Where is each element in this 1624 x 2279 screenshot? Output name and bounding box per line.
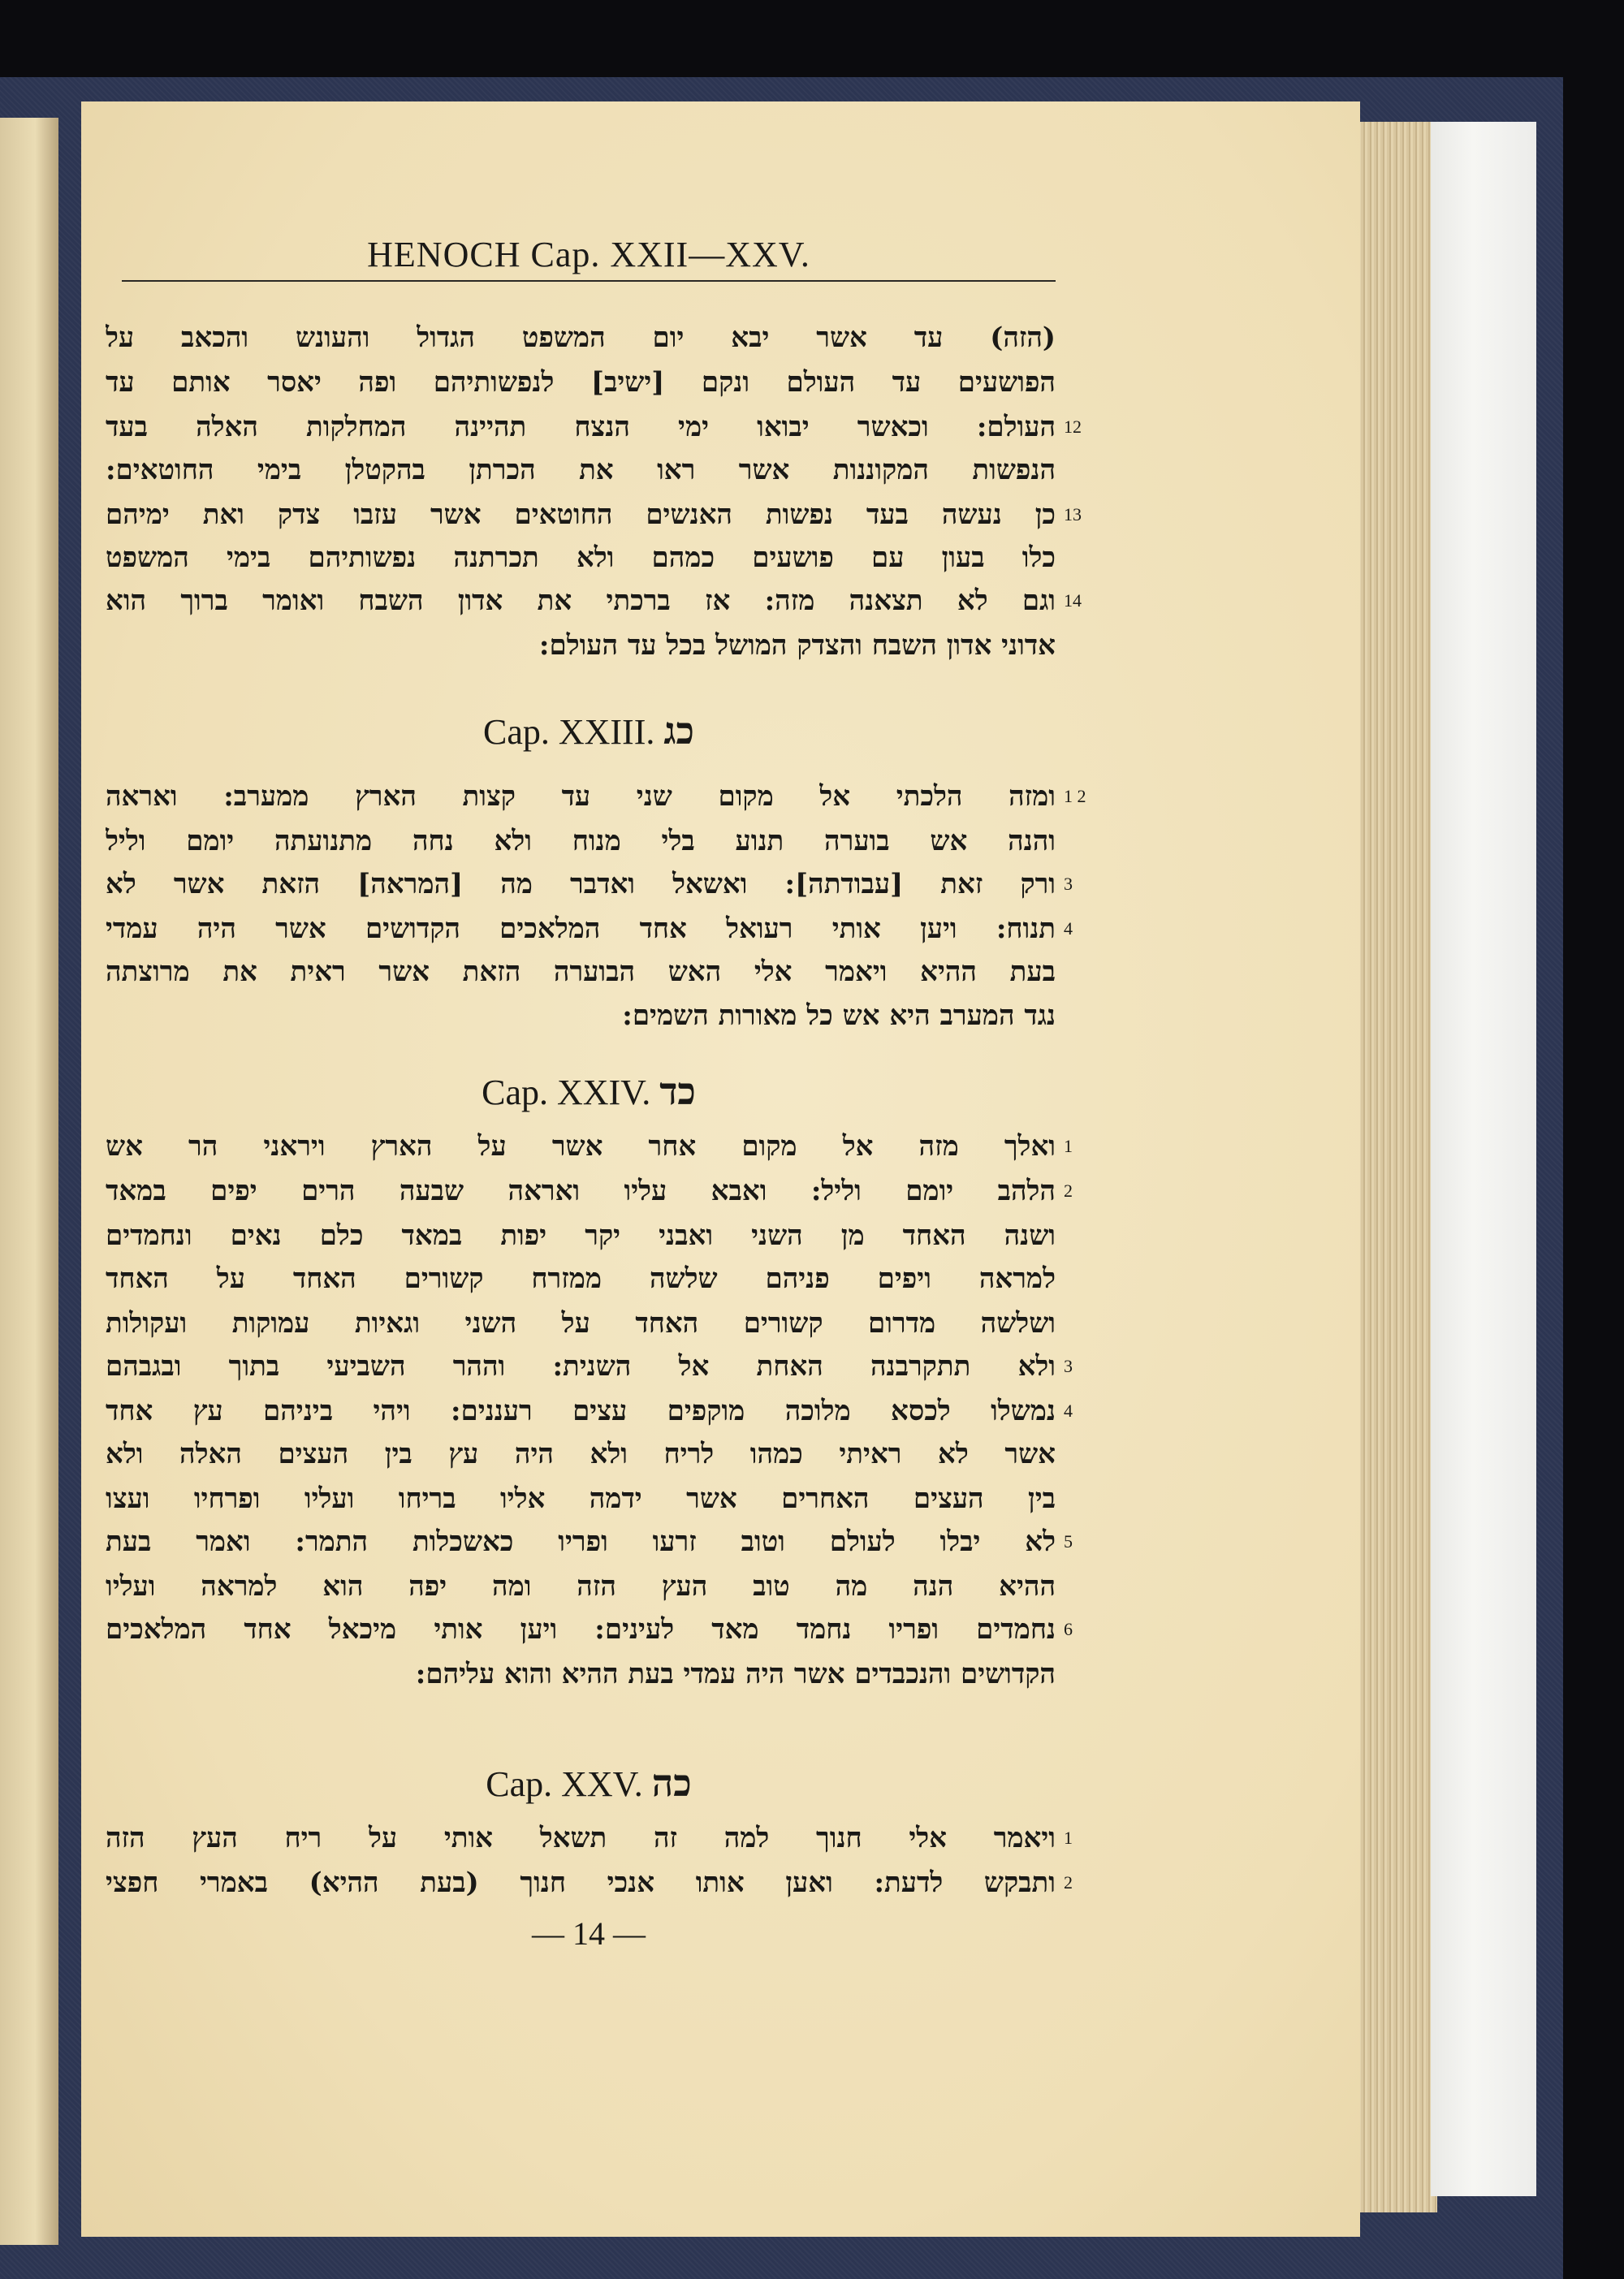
- text-line: הפושעים עד העולם ונקם [ישיב] לנפשותיהם ופה יאסר אותם עד: [106, 366, 1056, 399]
- text-line: אדוני אדון השבח והצדק המושל בכל עד העולם:: [538, 629, 1056, 662]
- left-page-edge: [0, 118, 58, 2245]
- verse-number: 3: [1064, 874, 1073, 894]
- page-edges: [1348, 122, 1437, 2212]
- verse-number: 3: [1064, 1356, 1073, 1376]
- chapter-heading: [122, 1759, 1056, 1809]
- text-line: לא יבלו לעולם וטוב זרעו ופריו כאשכלות התמר: ואמר בעת: [106, 1526, 1056, 1558]
- text-line: בעת ההיא ויאמר אלי האש הבוערה הזאת אשר ראית את מרוצתה: [106, 956, 1056, 988]
- head-rule: [122, 280, 1056, 282]
- verse-number: 6: [1064, 1619, 1073, 1639]
- verse-number: 4: [1064, 1401, 1073, 1421]
- text-line: הנפשות המקוננות אשר ראו את הכרתן בהקטלן בימי החוטאים:: [106, 454, 1056, 486]
- running-head: HENOCH Cap. XXII—XXV.: [367, 235, 810, 274]
- verse-number: 5: [1064, 1531, 1073, 1552]
- verse-number: 2: [1064, 1872, 1073, 1893]
- text-line: ולא תתקרבנה האחת אל השנית: וההר השביעי בתוך ובגבהם: [106, 1350, 1056, 1383]
- text-line: נמשלו לכסא מלוכה מוקפים עצים רעננים: ויהי ביניהם עץ אחד: [106, 1395, 1056, 1427]
- chapter-heading: [122, 1067, 1056, 1117]
- text-line: למראה ויפים פניהם שלשה ממזרח קשורים האחד על האחד: [106, 1263, 1056, 1295]
- text-line: ויאמר אלי חנוך למה זה תשאל אותי על ריח העץ הזה: [106, 1822, 1056, 1854]
- text-line: כן נעשה בעד נפשות האנשים החוטאים אשר עזבו צדק ואת ימיהם: [106, 499, 1056, 531]
- verse-number: 1: [1064, 1136, 1073, 1156]
- text-line: ותבקש לדעת: ואען אותו אנכי חנוך (בעת ההיא) באמרי חפצי: [106, 1867, 1056, 1899]
- verse-number: 13: [1064, 504, 1082, 524]
- chapter-heading-hebrew: כה: [651, 1761, 692, 1805]
- text-line: העולם: וכאשר יבואו ימי הנצח תהיינה המחלקות האלה בעד: [106, 411, 1056, 443]
- text-line: וגם לא תצאנה מזה: אז ברכתי את אדון השבח ואומר ברוך הוא: [106, 585, 1056, 617]
- text-line: ושלשה מדרום קשורים האחד על השני וגאיות עמוקות ועקולות: [106, 1307, 1056, 1340]
- text-line: ואלך מזה אל מקום אחר אשר על הארץ ויראני הר אש: [106, 1130, 1056, 1163]
- verse-number: 1 2: [1064, 786, 1086, 806]
- verse-number: 4: [1064, 918, 1073, 939]
- text-line: כלו בעון עם פושעים כמהם ולא תכרתנה נפשותיהם בימי המשפט: [106, 542, 1056, 574]
- chapter-heading: [122, 706, 1056, 757]
- chapter-heading-latin: Cap. XXIII.: [482, 712, 664, 752]
- verse-number: 12: [1064, 417, 1082, 437]
- verse-number: 2: [1064, 1181, 1073, 1201]
- text-line: ומזה הלכתי אל מקום שני עד קצות הארץ ממערב: ואראה: [106, 780, 1056, 813]
- text-line: נגד המערב היא אש כל מאורות השמים:: [622, 999, 1056, 1032]
- text-line: ההיא הנה מה טוב העץ הזה ומה יפה הוא למראה ועליו: [106, 1570, 1056, 1603]
- text-line: הקדושים והנכבדים אשר היה עמדי בעת ההיא והוא עליהם:: [415, 1658, 1056, 1690]
- verse-number: 14: [1064, 590, 1082, 611]
- text-line: ורק זאת [עבודתה]: ואשאל ואדבר מה [המראה] הזאת אשר לא: [106, 868, 1056, 900]
- text-line: והנה אש בוערה תנוע בלי מנוח ולא נחה מתנועתה יומם וליל: [106, 825, 1056, 857]
- flyleaf: [1431, 122, 1536, 2196]
- page-number: — 14 —: [532, 1915, 646, 1952]
- text-line: נחמדים ופריו נחמד מאד לעינים: ויען אותי מיכאל אחד המלאכים: [106, 1613, 1056, 1646]
- chapter-heading-hebrew: כג: [663, 709, 695, 753]
- chapter-heading-latin: Cap. XXIV.: [482, 1073, 660, 1112]
- text-line: בין העצים האחרים אשר ידמה אליו בריחו ועליו ופרחיו ועצו: [106, 1483, 1056, 1515]
- text-line: ושנה האחד מן השני ואבני יקר יפות במאד כלם נאים ונחמדים: [106, 1219, 1056, 1252]
- text-line: (הזה) עד אשר יבא יום המשפט הגדול והעונש והכאב על: [106, 322, 1056, 354]
- text-line: תנוח: ויען אותי רעואל אחד המלאכים הקדושים אשר היה עמדי: [106, 913, 1056, 945]
- chapter-heading-hebrew: כד: [659, 1069, 696, 1113]
- text-line: הלהב יומם וליל: ואבא עליו ואראה שבעה הרים יפים במאד: [106, 1175, 1056, 1207]
- chapter-heading-latin: Cap. XXV.: [486, 1764, 652, 1804]
- text-line: אשר לא ראיתי כמהו לריח ולא היה עץ בין העצים האלה ולא: [106, 1438, 1056, 1470]
- verse-number: 1: [1064, 1828, 1073, 1848]
